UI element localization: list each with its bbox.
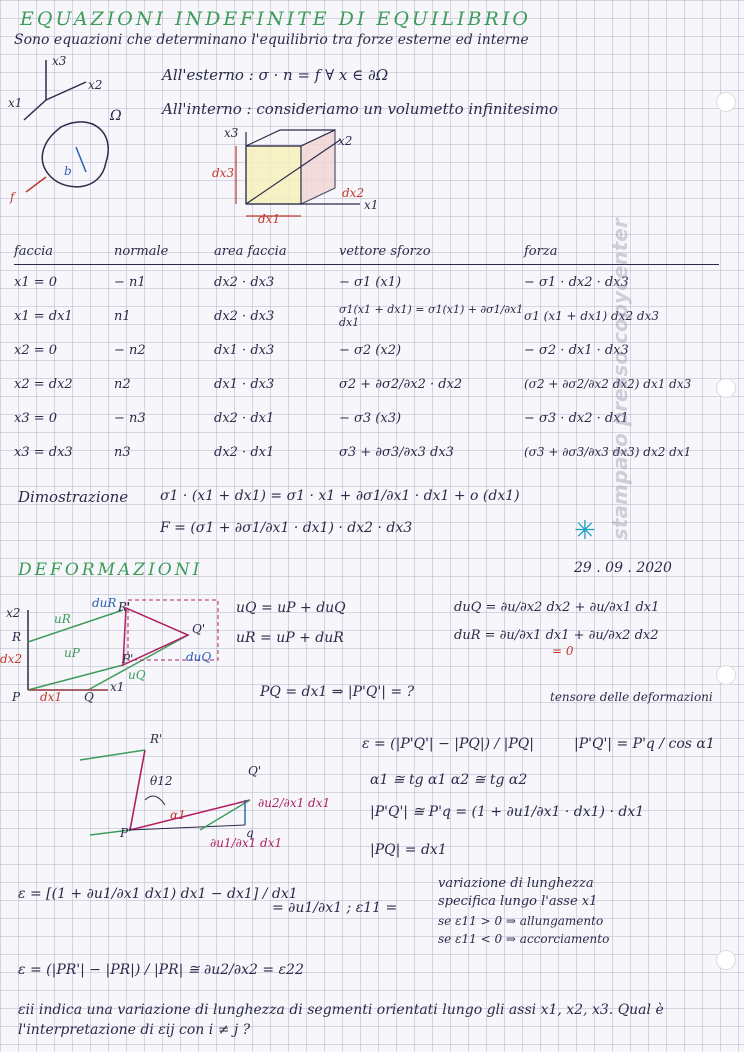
zoom-diagram: [70, 730, 330, 860]
eq-pq-cos: |P'Q'| = P'q / cos α1: [574, 736, 715, 752]
col-vettore: vettore sforzo: [339, 238, 524, 265]
cell: x3 = dx3: [14, 444, 73, 460]
zd-R1: R': [150, 732, 163, 746]
date: 29 . 09 . 2020: [574, 560, 672, 576]
watermark-text: stampato presso copycenter: [608, 218, 632, 540]
cell: dx2 · dx1: [214, 410, 275, 426]
label-omega: Ω: [110, 108, 122, 124]
dg-P1: P': [122, 652, 134, 666]
cell: σ1(x1 + dx1) = σ1(x1) + ∂σ1/∂x1 dx1: [339, 303, 524, 329]
eq-zero: = 0: [552, 644, 574, 658]
body-force-arrow: [76, 147, 86, 172]
cell: n3: [114, 444, 131, 460]
eq-alpha: α1 ≅ tg α1 α2 ≅ tg α2: [370, 772, 528, 788]
asterisk-icon: ✳: [574, 516, 596, 546]
eq-pq-final: |PQ| = dx1: [370, 842, 447, 858]
dg-dx1: dx1: [40, 690, 63, 704]
label-x1: x1: [8, 96, 23, 110]
dg-dx2: dx2: [0, 652, 23, 666]
cube-x1: x1: [364, 198, 379, 212]
eq-pq-approx: |P'Q'| ≅ P'q = (1 + ∂u1/∂x1 · dx1) · dx1: [370, 804, 645, 820]
label-b: b: [64, 164, 72, 178]
internal-text: All'interno : consideriamo un volumetto infinitesimo: [162, 100, 558, 118]
external-eq: All'esterno : σ · n = f ∀ x ∈ ∂Ω: [162, 66, 389, 84]
cube-sketch: [210, 126, 380, 226]
closing-text: εii indica una variazione di lunghezza di segmenti orientati lungo gli assi x1, x2, x3. Qual è l'interpretazione di εij con i ≠ j ?: [18, 1002, 664, 1038]
body-sketch: [6, 52, 146, 212]
dg-uP: uP: [64, 646, 80, 660]
section-title: DEFORMAZIONI: [18, 560, 203, 580]
zd-P1: P': [120, 826, 132, 840]
col-normale: normale: [114, 238, 214, 265]
cell: − n2: [114, 342, 146, 358]
eq-eps-calc: ε = [(1 + ∂u1/∂x1 dx1) dx1 − dx1] / dx1: [18, 886, 298, 902]
label-x3: x3: [52, 54, 67, 68]
zd-a1: α1: [170, 808, 186, 822]
cell: − σ2 (x2): [339, 342, 402, 358]
col-forza: forza: [524, 238, 719, 265]
cell: σ3 + ∂σ3/∂x3 dx3: [339, 444, 454, 460]
cube-dx3: dx3: [212, 166, 235, 180]
cell: (σ2 + ∂σ2/∂x2 dx2) dx1 dx3: [524, 377, 692, 391]
eq-uq: uQ = uP + duQ: [236, 600, 346, 616]
zd-q: q: [246, 826, 254, 840]
dg-P: P: [12, 690, 21, 704]
cell: dx2 · dx3: [214, 308, 275, 324]
cell: x2 = 0: [14, 342, 58, 358]
var-line-2: specifica lungo l'asse x1: [438, 894, 598, 909]
eq-eps-def: ε = (|P'Q'| − |PQ|) / |PQ|: [362, 736, 535, 752]
cell: − n3: [114, 410, 146, 426]
cell: dx1 · dx3: [214, 376, 275, 392]
cell: dx2 · dx3: [214, 274, 275, 290]
demo-eq2: F = (σ1 + ∂σ1/∂x1 · dx1) · dx2 · dx3: [160, 520, 413, 536]
cube-x2: x2: [338, 134, 353, 148]
dg-uR: uR: [54, 612, 71, 626]
cell: dx1 · dx3: [214, 342, 275, 358]
cell: x2 = dx2: [14, 376, 73, 392]
cell: x3 = 0: [14, 410, 58, 426]
tensor-note: tensore delle deformazioni: [550, 690, 713, 704]
eq-eps-res: = ∂u1/∂x1 ; ε11 =: [272, 900, 398, 916]
binder-hole: [716, 92, 736, 112]
zd-du1: ∂u1/∂x1 dx1: [210, 836, 283, 850]
cube-x3: x3: [224, 126, 239, 140]
zd-Q1: Q': [248, 764, 262, 778]
var-line-3: se ε11 > 0 ⇒ allungamento: [438, 914, 604, 928]
var-line-1: variazione di lunghezza: [438, 876, 594, 891]
cell: (σ3 + ∂σ3/∂x3 dx3) dx2 dx1: [524, 445, 692, 459]
var-line-4: se ε11 < 0 ⇒ accorciamento: [438, 932, 610, 946]
dg-R: R: [12, 630, 22, 644]
cell: n2: [114, 376, 131, 392]
dg-duQ: duQ: [186, 650, 212, 664]
cube-dx1: dx1: [258, 212, 281, 226]
demo-label: Dimostrazione: [18, 488, 129, 506]
cell: σ1 (x1 + dx1) dx2 dx3: [524, 309, 659, 323]
cell: − σ1 (x1): [339, 274, 402, 290]
demo-eq1: σ1 · (x1 + dx1) = σ1 · x1 + ∂σ1/∂x1 · dx1 + o (dx1): [160, 488, 520, 504]
eq-ur: uR = uP + duR: [236, 630, 344, 646]
eq-pq: PQ = dx1 ⇒ |P'Q'| = ?: [260, 684, 415, 700]
dg-x2: x2: [6, 606, 21, 620]
dg-R1: R': [118, 600, 131, 614]
intro-text: Sono equazioni che determinano l'equilibrio tra forze esterne ed interne: [14, 32, 529, 48]
binder-hole: [716, 665, 736, 685]
cell: dx2 · dx1: [214, 444, 275, 460]
cell: n1: [114, 308, 131, 324]
cube-dx2: dx2: [342, 186, 365, 200]
cell: − n1: [114, 274, 146, 290]
axis-x1: [24, 100, 46, 120]
cell: − σ2 · dx1 · dx3: [524, 342, 629, 358]
eq-eps22: ε = (|PR'| − |PR|) / |PR| ≅ ∂u2/∂x2 = ε22: [18, 962, 304, 978]
cell: x1 = dx1: [14, 308, 73, 324]
dg-uQ: uQ: [128, 668, 146, 682]
body-outline: [42, 122, 108, 187]
eq-duq: duQ = ∂u/∂x2 dx2 + ∂u/∂x1 dx1: [454, 600, 660, 615]
zd-du2: ∂u2/∂x1 dx1: [258, 796, 331, 810]
eq-dur: duR = ∂u/∂x1 dx1 + ∂u/∂x2 dx2: [454, 628, 659, 643]
cell: − σ3 (x3): [339, 410, 402, 426]
binder-hole: [716, 950, 736, 970]
dg-Q: Q: [84, 690, 94, 704]
cell: σ2 + ∂σ2/∂x2 · dx2: [339, 376, 463, 392]
dg-x1: x1: [110, 680, 125, 694]
col-faccia: faccia: [14, 238, 114, 265]
cell: − σ1 · dx2 · dx3: [524, 274, 629, 290]
col-area: area faccia: [214, 238, 339, 265]
cell: x1 = 0: [14, 274, 58, 290]
label-x2: x2: [88, 78, 103, 92]
cell: − σ3 · dx2 · dx1: [524, 410, 629, 426]
page-title: EQUAZIONI INDEFINITE DI EQUILIBRIO: [20, 8, 531, 30]
force-arrow: [26, 177, 46, 192]
zd-theta: θ12: [150, 774, 173, 788]
axis-x2: [46, 82, 86, 100]
label-f: f: [10, 190, 15, 204]
dg-Q1: Q': [192, 622, 206, 636]
binder-hole: [716, 378, 736, 398]
dg-duR: duR: [92, 596, 117, 610]
